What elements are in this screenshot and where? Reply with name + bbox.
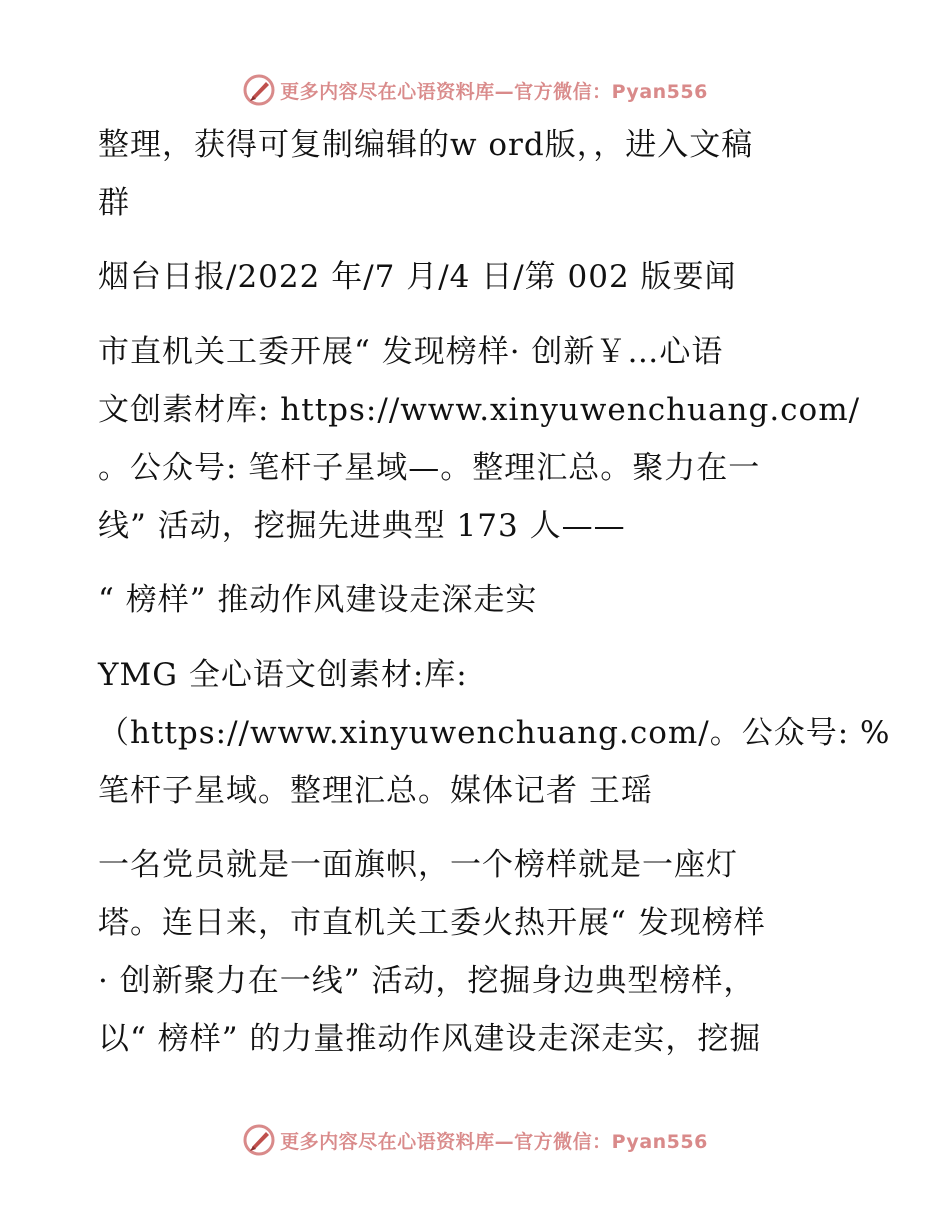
header-watermark (0, 70, 950, 110)
brush-logo-icon (242, 73, 276, 107)
body-line: 。公众号: 笔杆子星域—。整理汇总。聚力在一 (98, 450, 761, 486)
body-line: 一名党员就是一面旗帜，一个榜样就是一座灯 (98, 847, 738, 883)
body-line: 以“ 榜样” 的力量推动作风建设走深走实，挖掘 (98, 1021, 762, 1057)
brush-logo-icon (242, 1123, 276, 1157)
body-line: · 创新聚力在一线” 活动，挖掘身边典型榜样， (98, 963, 756, 999)
footer-watermark (0, 1120, 950, 1160)
watermark-text: 更多内容尽在心语资料库—官方微信：Pyan556 (280, 80, 708, 103)
body-line: （https://www.xinyuwenchuang.com/。公众号: % (98, 715, 891, 751)
watermark-text: 更多内容尽在心语资料库—官方微信：Pyan556 (280, 1130, 708, 1153)
body-line: 塔。连日来，市直机关工委火热开展“ 发现榜样 (98, 905, 766, 941)
body-line: 群 (98, 185, 130, 221)
body-line: 烟台日报/2022 年/7 月/4 日/第 002 版要闻 (98, 259, 737, 295)
body-line: 笔杆子星域。整理汇总。媒体记者 王瑶 (98, 773, 653, 809)
body-line: 文创素材库: https://www.xinyuwenchuang.com/ (98, 392, 861, 428)
body-line: “ 榜样” 推动作风建设走深走实 (98, 582, 538, 618)
body-line: YMG 全心语文创素材:库: (98, 657, 468, 693)
body-line: 市直机关工委开展“ 发现榜样· 创新￥…心语 (98, 334, 724, 370)
body-line: 整理，获得可复制编辑的w ord版，，进入文稿 (98, 127, 754, 163)
body-line: 线” 活动，挖掘先进典型 173 人—— (98, 508, 626, 544)
